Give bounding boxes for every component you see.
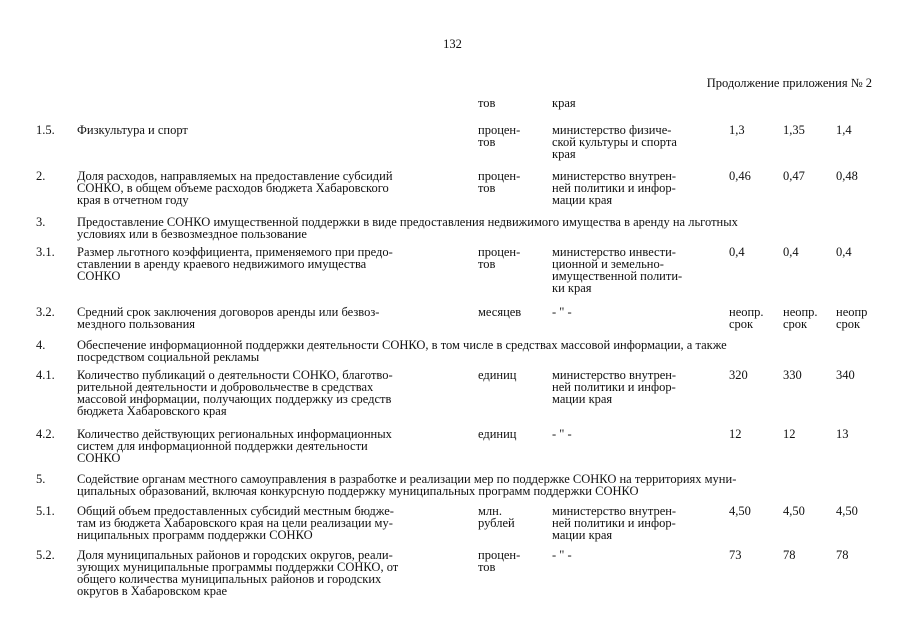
indicator-name-line: мездного пользования [77,317,196,331]
unit-cell [478,549,548,573]
responsible-cell-line: ционной и земельно- [552,257,664,271]
responsible-cell-line: ской культуры и спорта [552,135,677,149]
value-year-2-line: неопр. [783,305,818,319]
value-year-3 [836,246,886,258]
value-year-2-line: 0,4 [783,245,799,259]
unit-cell-line: рублей [478,516,515,530]
value-year-3-line: неопр [836,305,868,319]
responsible-cell-line: - " - [552,427,572,441]
value-year-3 [836,306,886,330]
continuation-note: Продолжение приложения № 2 [706,76,872,90]
indicator-name-line: СОНКО, в общем объеме расходов бюджета Хабаровского [77,181,389,195]
indicator-name [77,246,472,282]
section-title-line: условиях или в безвозмездное пользование [77,227,307,241]
value-year-3-line: 4,50 [836,504,858,518]
value-year-2 [783,505,833,517]
value-year-1 [729,428,779,440]
unit-cell-line: тов [478,135,496,149]
responsible-cell-line: - " - [552,548,572,562]
responsible-cell [552,124,728,160]
value-year-1 [729,549,779,561]
responsible-cell [552,428,728,440]
carry-over-responsible: края [552,96,576,110]
responsible-cell-line: ней политики и инфор- [552,516,676,530]
responsible-cell-line: министерство внутрен- [552,169,677,183]
row-number: 4.1. [36,368,55,382]
unit-cell-line: процен- [478,123,521,137]
row-number: 5. [36,472,46,486]
row-number: 3.1. [36,245,55,259]
value-year-3 [836,369,886,381]
value-year-1-line: 0,46 [729,169,751,183]
unit-cell-line: тов [478,560,496,574]
value-year-3-line: срок [836,317,861,331]
responsible-cell-line: имущественной полити- [552,269,683,283]
indicator-name-line: общего количества муниципальных районов и городских [77,572,382,586]
page-number: 132 [443,37,462,51]
value-year-2 [783,369,833,381]
responsible-cell [552,505,728,541]
responsible-cell [552,306,728,318]
value-year-2 [783,246,833,258]
indicator-name-line: Количество действующих региональных информационных [77,427,392,441]
value-year-3 [836,549,886,561]
unit-cell [478,428,548,440]
responsible-cell-line: министерство инвести- [552,245,676,259]
row-number: 2. [36,169,46,183]
value-year-3-line: 78 [836,548,849,562]
responsible-cell-line: - " - [552,305,572,319]
value-year-2-line: 12 [783,427,796,441]
unit-cell [478,369,548,381]
unit-cell-line: млн. [478,504,502,518]
indicator-name [77,549,472,597]
value-year-1 [729,124,779,136]
value-year-2 [783,428,833,440]
section-title [77,473,877,497]
indicator-name-line: Доля муниципальных районов и городских округов, реали- [77,548,393,562]
indicator-name-line: Доля расходов, направляемых на предоставление субсидий [77,169,393,183]
responsible-cell-line: министерство внутрен- [552,368,677,382]
row-number: 5.2. [36,548,55,562]
value-year-1 [729,246,779,258]
carry-over-unit: тов [478,96,496,110]
responsible-cell [552,246,728,294]
value-year-2 [783,306,833,330]
responsible-cell-line: мации края [552,392,613,406]
section-title-line: Обеспечение информационной поддержки деятельности СОНКО, в том числе в средствах массовой информации, а также [77,338,727,352]
indicator-name-line: рительной деятельности и добровольчестве в средствах [77,380,374,394]
value-year-3 [836,428,886,440]
value-year-1-line: 12 [729,427,742,441]
unit-cell-line: месяцев [478,305,522,319]
unit-cell-line: тов [478,181,496,195]
responsible-cell-line: министерство физиче- [552,123,672,137]
value-year-2-line: срок [783,317,808,331]
indicator-name-line: систем для информационной поддержки деятельности [77,439,368,453]
responsible-cell-line: ки края [552,281,592,295]
value-year-3-line: 1,4 [836,123,852,137]
indicator-name-line: ставлении в аренду краевого недвижимого имущества [77,257,367,271]
value-year-3 [836,505,886,517]
unit-cell [478,505,548,529]
value-year-1 [729,505,779,517]
value-year-3 [836,170,886,182]
unit-cell [478,246,548,270]
value-year-3-line: 340 [836,368,855,382]
responsible-cell-line: ней политики и инфор- [552,181,676,195]
value-year-2-line: 4,50 [783,504,805,518]
row-number: 3. [36,215,46,229]
indicator-name-line: Средний срок заключения договоров аренды или безвоз- [77,305,380,319]
responsible-cell [552,549,728,561]
indicator-name-line: зующих муниципальные программы поддержки СОНКО, от [77,560,399,574]
indicator-name [77,124,472,136]
value-year-1-line: 4,50 [729,504,751,518]
unit-cell [478,306,548,318]
indicator-name [77,369,472,417]
value-year-1 [729,369,779,381]
row-number: 5.1. [36,504,55,518]
value-year-2-line: 1,35 [783,123,805,137]
row-number: 4.2. [36,427,55,441]
responsible-cell [552,170,728,206]
section-title-line: ципальных образований, включая конкурсную поддержку муниципальных программ поддержки СОНКО [77,484,639,498]
unit-cell-line: единиц [478,427,517,441]
section-title-line: Предоставление СОНКО имущественной поддержки в виде предоставления недвижимого имущества в аренду на льготных [77,215,738,229]
responsible-cell [552,369,728,405]
unit-cell-line: тов [478,257,496,271]
indicator-name-line: Физкультура и спорт [77,123,188,137]
responsible-cell-line: ней политики и инфор- [552,380,676,394]
responsible-cell-line: министерство внутрен- [552,504,677,518]
indicator-name-line: края в отчетном году [77,193,189,207]
indicator-name-line: бюджета Хабаровского края [77,404,227,418]
value-year-1-line: 320 [729,368,748,382]
indicator-name [77,505,472,541]
responsible-cell-line: края [552,147,576,161]
value-year-1-line: срок [729,317,754,331]
indicator-name-line: СОНКО [77,451,121,465]
unit-cell-line: единиц [478,368,517,382]
value-year-3-line: 0,48 [836,169,858,183]
unit-cell [478,170,548,194]
indicator-name-line: СОНКО [77,269,121,283]
indicator-name-line: округов в Хабаровском крае [77,584,228,598]
value-year-2 [783,124,833,136]
section-title [77,216,877,240]
value-year-3-line: 13 [836,427,849,441]
section-title-line: посредством социальной рекламы [77,350,260,364]
value-year-1-line: неопр. [729,305,764,319]
value-year-2-line: 0,47 [783,169,805,183]
value-year-1 [729,170,779,182]
indicator-name-line: массовой информации, получающих поддержку из средств [77,392,392,406]
value-year-1-line: 1,3 [729,123,745,137]
indicator-name [77,306,472,330]
value-year-3-line: 0,4 [836,245,852,259]
value-year-1-line: 73 [729,548,742,562]
value-year-2-line: 330 [783,368,802,382]
indicator-name [77,170,472,206]
responsible-cell-line: мации края [552,528,613,542]
responsible-cell-line: мации края [552,193,613,207]
indicator-name-line: Количество публикаций о деятельности СОНКО, благотво- [77,368,393,382]
indicator-name-line: там из бюджета Хабаровского края на цели реализации му- [77,516,393,530]
unit-cell-line: процен- [478,169,521,183]
unit-cell-line: процен- [478,548,521,562]
row-number: 4. [36,338,46,352]
value-year-1-line: 0,4 [729,245,745,259]
indicator-name-line: ниципальных программ поддержки СОНКО [77,528,313,542]
value-year-2 [783,549,833,561]
indicator-name [77,428,472,464]
section-title [77,339,877,363]
unit-cell-line: процен- [478,245,521,259]
value-year-2-line: 78 [783,548,796,562]
unit-cell [478,124,548,148]
row-number: 1.5. [36,123,55,137]
indicator-name-line: Размер льготного коэффициента, применяемого при предо- [77,245,393,259]
indicator-name-line: Общий объем предоставленных субсидий местным бюдже- [77,504,394,518]
value-year-1 [729,306,779,330]
section-title-line: Содействие органам местного самоуправления в разработке и реализации мер по поддержке СОНКО на территориях муни- [77,472,737,486]
row-number: 3.2. [36,305,55,319]
value-year-3 [836,124,886,136]
value-year-2 [783,170,833,182]
